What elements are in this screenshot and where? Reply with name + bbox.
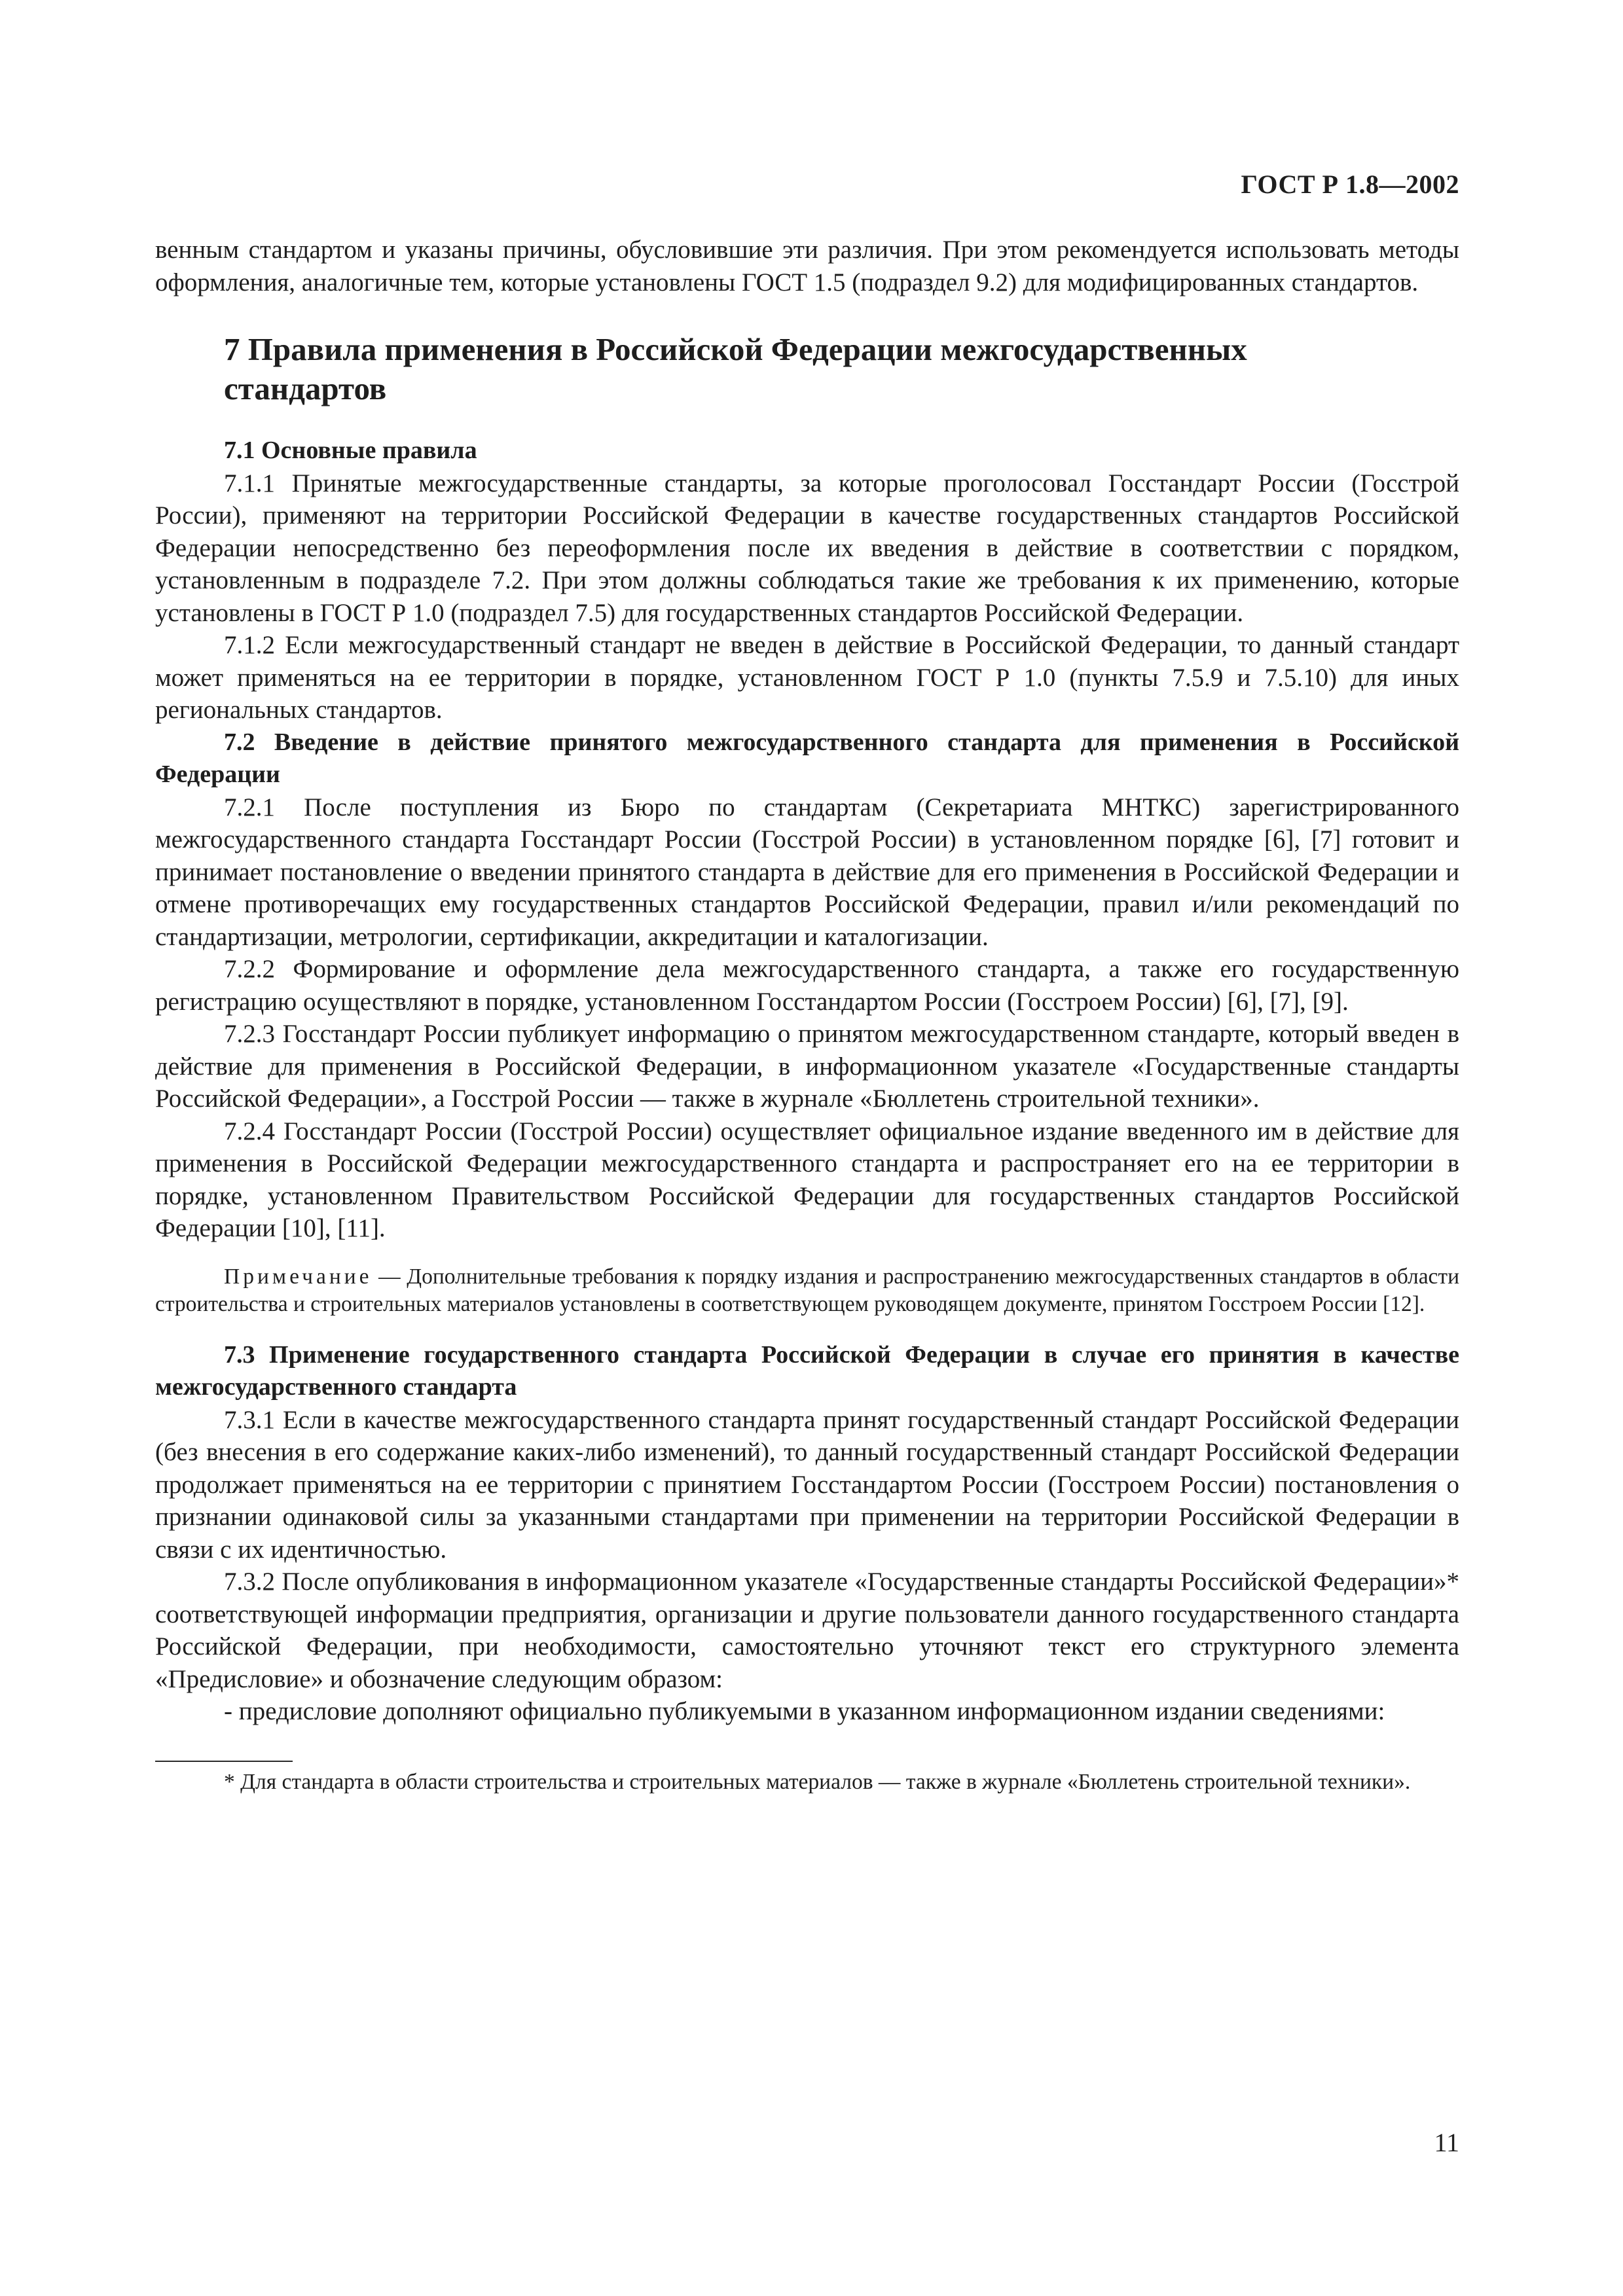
note-text: — Дополнительные требования к порядку издания и распространению межгосударственных стандартов в области строительства и строительных материалов установлены в соответствующем руководящем документе, принятом Госстроем России [12]. (155, 1264, 1459, 1316)
paragraph-7-2-3: 7.2.3 Госстандарт России публикует информацию о принятом межгосударственном стандарте, который введен в действие для применения в Российской Федерации, в информационном указателе «Государственные стандарты Российской Федерации», а Госстрой России — также в журнале «Бюллетень строительной техники». (155, 1020, 1459, 1113)
subsection-7-1-title: 7.1 Основные правила (224, 437, 477, 464)
intro-paragraph: венным стандартом и указаны причины, обусловившие эти различия. При этом рекомендуется использовать методы оформления, аналогичные тем, которые установлены ГОСТ 1.5 (подраздел 9.2) для модифицированных стандартов. (155, 236, 1459, 296)
note-block (155, 1263, 1459, 1318)
subsection-7-2-title: 7.2 Введение в действие принятого межгосударственного стандарта для применения в Российской Федерации (155, 728, 1459, 788)
document-header: ГОСТ Р 1.8—2002 (1241, 170, 1459, 199)
paragraph-7-2-1: 7.2.1 После поступления из Бюро по стандартам (Секретариата МНТКС) зарегистрированного межгосударственного стандарта Госстандарт России (Госстрой России) в установленном порядке [6], [7] готовит и принимает постановление о введении принятого стандарта в действие для его применения в Российской Федерации и отмене противоречащих ему государственных стандартов Российской Федерации, правил и/или рекомендаций по стандартизации, метрологии, сертификации, аккредитации и каталогизации. (155, 793, 1459, 951)
paragraph-7-3-2-item: - предисловие дополняют официально публикуемыми в указанном информационном издании сведениями: (224, 1697, 1385, 1725)
page-number: 11 (1434, 2128, 1459, 2157)
footnote-divider (155, 1761, 293, 1762)
footnote: * Для стандарта в области строительства и строительных материалов — также в журнале «Бюллетень строительной техники». (224, 1769, 1411, 1794)
paragraph-7-3-1: 7.3.1 Если в качестве межгосударственного стандарта принят государственный стандарт Российской Федерации (без внесения в его содержание каких-либо изменений), то данный государственный стандарт Российской Федерации продолжает применяться на ее территории с принятием Госстандартом России (Госстроем России) постановления о признании одинаковой силы за указанными стандартами при применении на территории Российской Федерации в связи с их идентичностью. (155, 1405, 1459, 1564)
section-7-title: 7 Правила применения в Российской Федерации межгосударственных стандартов (224, 331, 1247, 406)
paragraph-7-2-4: 7.2.4 Госстандарт России (Госстрой России) осуществляет официальное издание введенного им в действие для применения в Российской Федерации межгосударственного стандарта и распространяет его на ее территории в порядке, установленном Правительством Российской Федерации для государственных стандартов Российской Федерации [10], [11]. (155, 1117, 1459, 1242)
note-label: Примечание (224, 1264, 373, 1289)
page-content (155, 234, 1459, 1796)
subsection-7-3-title: 7.3 Применение государственного стандарта Российской Федерации в случае его принятия в качестве межгосударственного стандарта (155, 1340, 1459, 1401)
paragraph-7-2-2: 7.2.2 Формирование и оформление дела межгосударственного стандарта, а также его государственную регистрацию осуществляют в порядке, установленном Госстандартом России (Госстроем России) [6], [7], [9]. (155, 955, 1459, 1016)
paragraph-7-1-1: 7.1.1 Принятые межгосударственные стандарты, за которые проголосовал Госстандарт России (Госстрой России), применяют на территории Российской Федерации в качестве государственных стандартов Российской Федерации непосредственно без переоформления после их введения в действие в соответствии с порядком, установленным в подразделе 7.2. При этом должны соблюдаться такие же требования к их применению, которые установлены в ГОСТ Р 1.0 (подраздел 7.5) для государственных стандартов Российской Федерации. (155, 469, 1459, 627)
paragraph-7-1-2: 7.1.2 Если межгосударственный стандарт не введен в действие в Российской Федерации, то данный стандарт может применяться на ее территории в порядке, установленном ГОСТ Р 1.0 (пункты 7.5.9 и 7.5.10) для иных региональных стандартов. (155, 631, 1459, 724)
paragraph-7-3-2: 7.3.2 После опубликования в информационном указателе «Государственные стандарты Российской Федерации»* соответствующей информации предприятия, организации и другие пользователи данного государственного стандарта Российской Федерации, при необходимости, самостоятельно уточняют текст его структурного элемента «Предисловие» и обозначение следующим образом: (155, 1568, 1459, 1693)
